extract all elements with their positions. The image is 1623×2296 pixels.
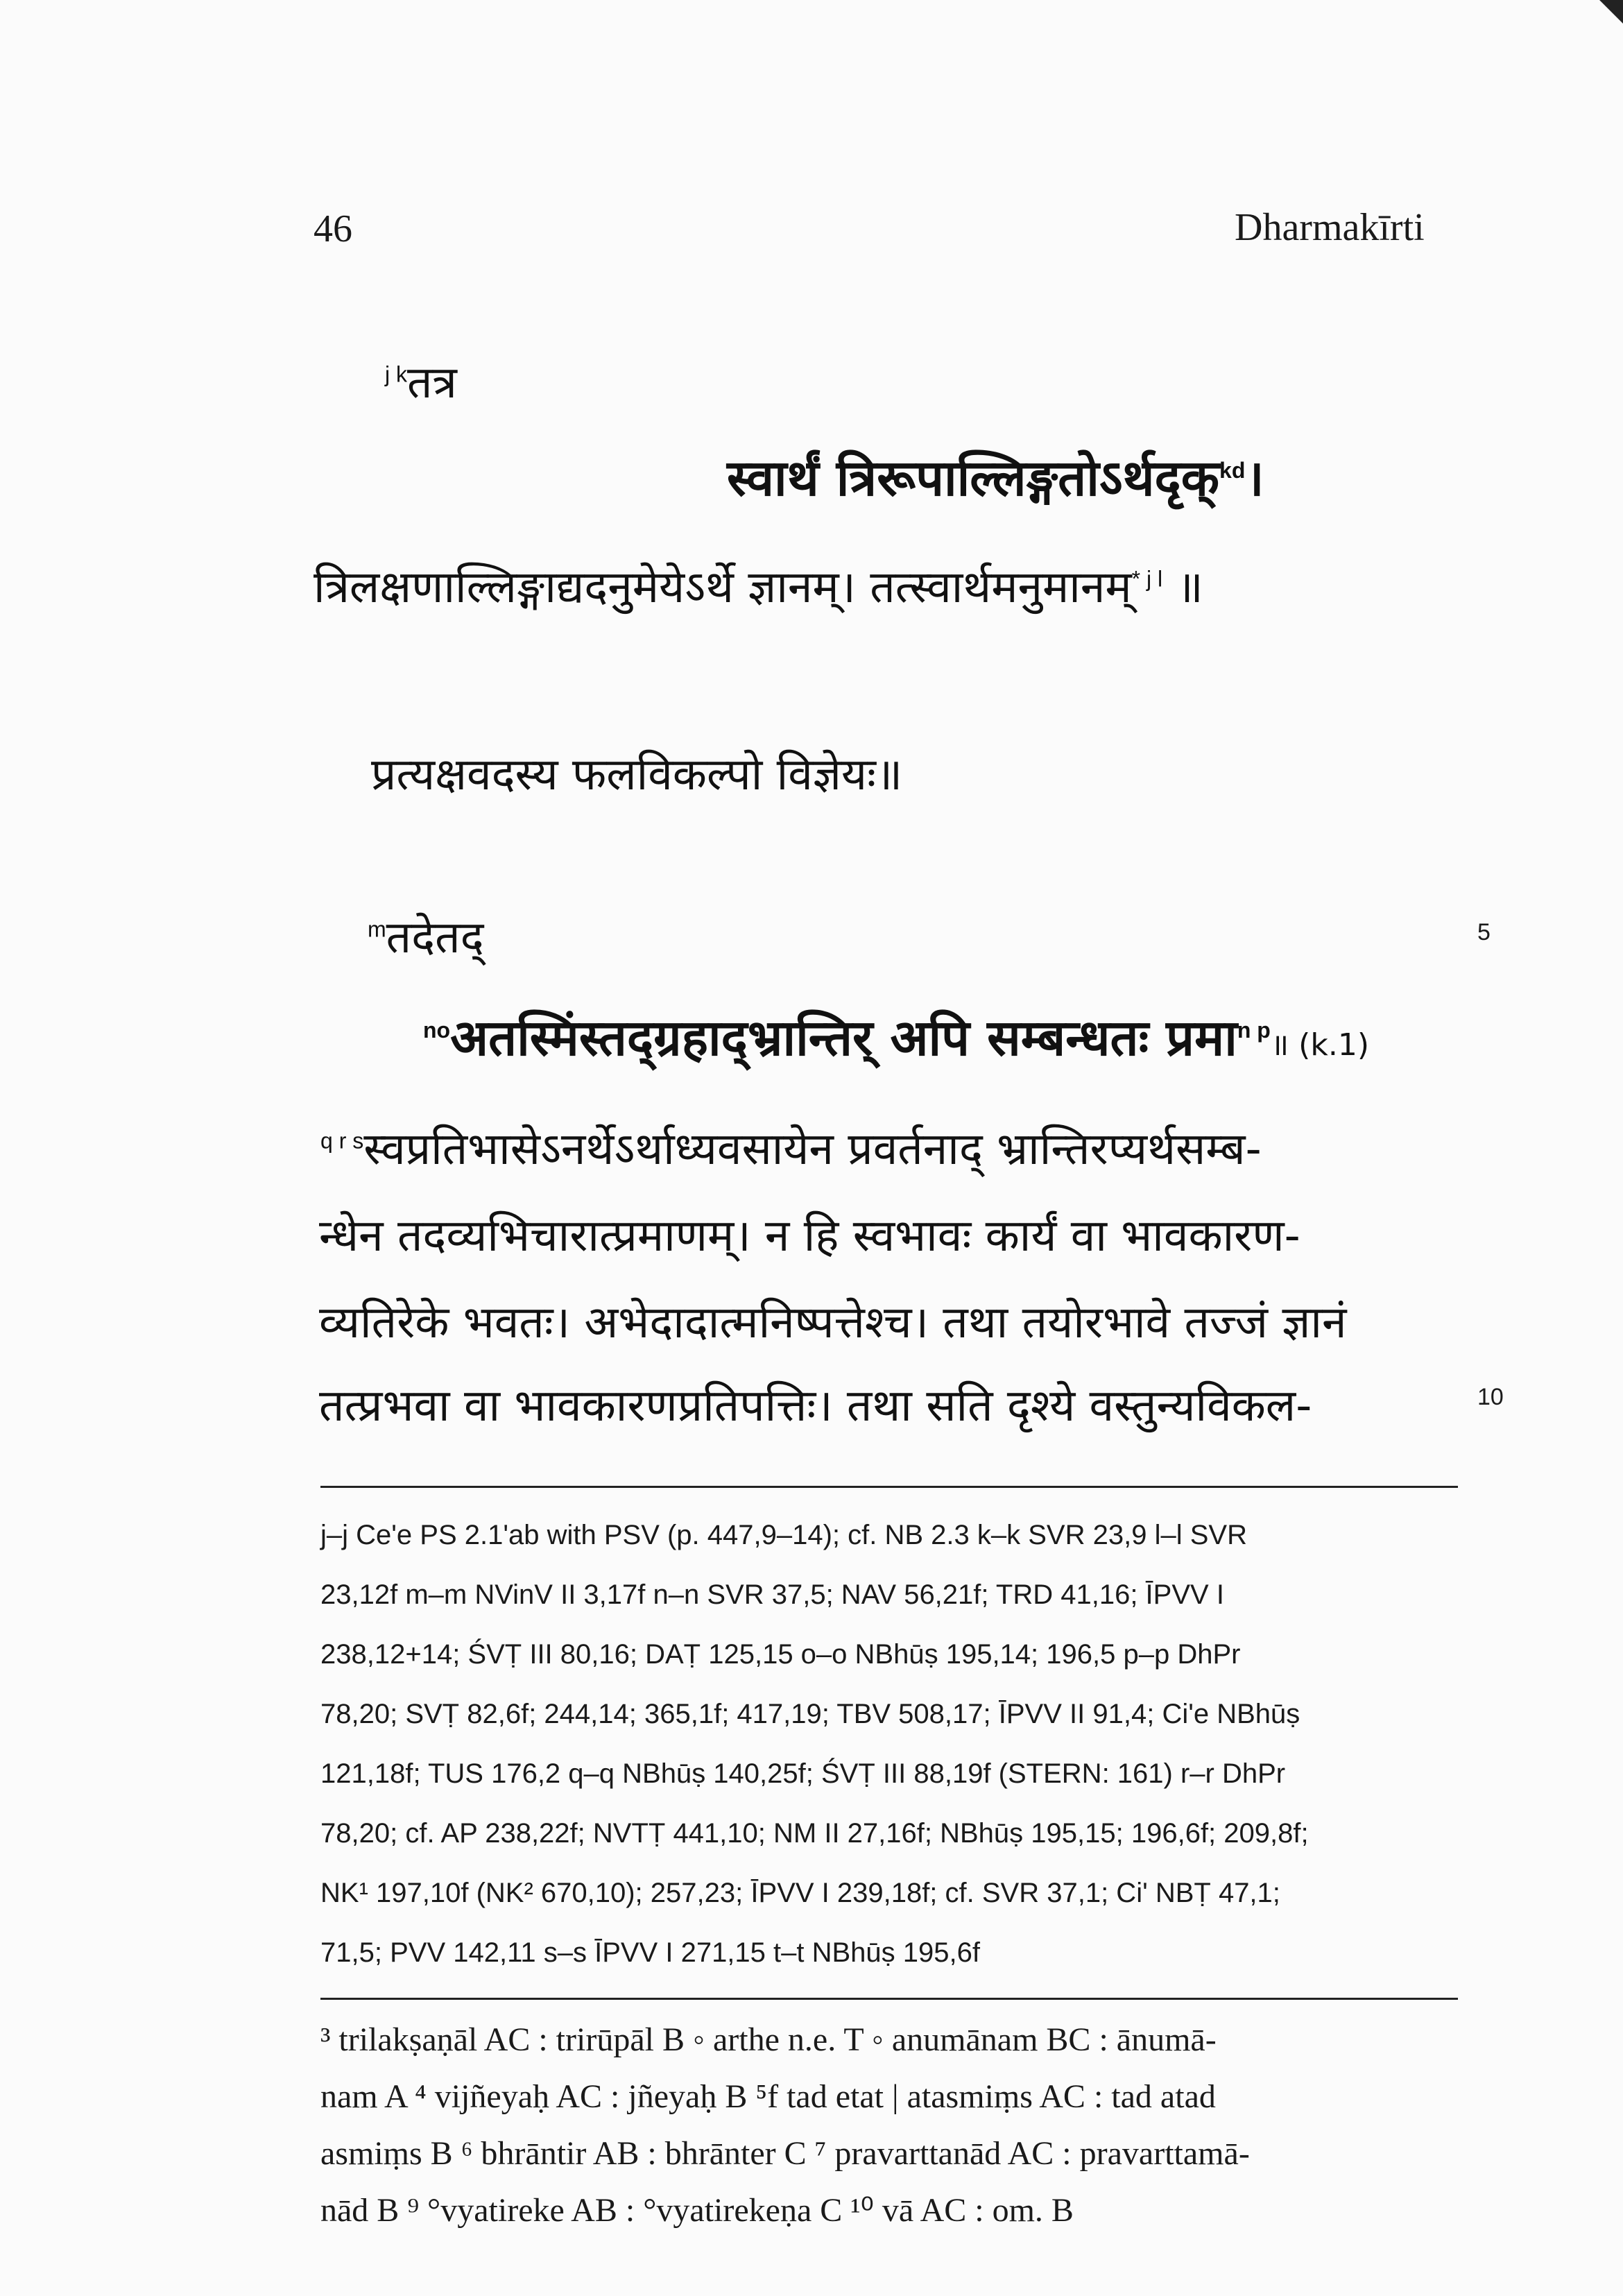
sigla-marker: j k (385, 361, 407, 387)
sanskrit-text: स्वप्रतिभासेऽनर्थेऽर्थाध्यवसायेन प्रवर्तनाद् भ्रान्तिरप्यर्थसम्ब- (363, 1124, 1262, 1175)
footnote-line: 23,12f m–m NVinV II 3,17f n–n SVR 37,5; NAV 56,21f; TRD 41,16; ĪPVV I (320, 1579, 1224, 1610)
sigla-marker: no (423, 1018, 451, 1043)
sanskrit-text: प्रत्यक्षवदस्य फलविकल्पो विज्ञेयः॥ (371, 749, 903, 800)
page-corner-mark (1599, 0, 1623, 24)
sanskrit-text: त्रिलक्षणाल्लिङ्गाद्यदनुमेयेऽर्थे ज्ञानम्। तत्स्वार्थमनुमानम् (314, 562, 1132, 613)
footnote-line: 238,12+14; ŚVṬ III 80,16; DAṬ 125,15 o–o NBhūṣ 195,14; 196,5 p–p DhPr (320, 1639, 1241, 1670)
sanskrit-text: तदेतद् (386, 912, 484, 963)
footnote-line: 78,20; cf. AP 238,22f; NVTṬ 441,10; NM II 27,16f; NBhūṣ 195,15; 196,6f; 209,8f; (320, 1818, 1309, 1849)
commentary-paragraph-line (319, 1203, 1300, 1264)
sigla-marker: kd (1219, 458, 1246, 483)
verse-line (727, 443, 1264, 511)
apparatus-rule (320, 1998, 1458, 2000)
sigla-marker: q r s (320, 1128, 364, 1154)
apparatus-line: nam A ⁴ vijñeyaḥ AC : jñeyaḥ B ⁵f tad etat | atasmiṃs AC : tad atad (320, 2078, 1216, 2115)
sanskrit-text: व्यतिरेके भवतः। अभेदादात्मनिष्पत्तेश्च। तथा तयोरभावे तज्जं ज्ञानं (319, 1297, 1347, 1348)
line-number: 5 (1477, 919, 1491, 945)
footnote-line: NK¹ 197,10f (NK² 670,10); 257,23; ĪPVV I 239,18f; cf. SVR 37,1; Ci' NBṬ 47,1; (320, 1878, 1280, 1908)
commentary-paragraph-line (319, 1290, 1346, 1351)
verse-number: ॥ (k.1) (1270, 1027, 1369, 1063)
commentary-paragraph-line (319, 1373, 1312, 1434)
danda: । (1245, 449, 1264, 507)
sanskrit-text: तत्प्रभवा वा भावकारणप्रतिपत्तिः। तथा सति दृश्ये वस्तुन्यविकल- (319, 1380, 1312, 1432)
sanskrit-text: तत्र (407, 357, 457, 409)
sanskrit-text: न्धेन तदव्यभिचारात्प्रमाणम्। न हि स्वभावः कार्यं वा भावकारण- (319, 1210, 1300, 1262)
footnote-rule (320, 1486, 1458, 1488)
apparatus-line: ³ trilakṣaṇāl AC : trirūpāl B ◦ arthe n.e. T ◦ anumānam BC : ānumā- (320, 2021, 1217, 2058)
footnote-line: 78,20; SVṬ 82,6f; 244,14; 365,1f; 417,19; TBV 508,17; ĪPVV II 91,4; Ci'e NBhūṣ (320, 1699, 1300, 1729)
footnote-line: 121,18f; TUS 176,2 q–q NBhūṣ 140,25f; ŚVṬ III 88,19f (STERN: 161) r–r DhPr (320, 1758, 1286, 1789)
double-danda: ॥ (1176, 562, 1203, 613)
sigla-marker: n p (1237, 1018, 1271, 1043)
verse-line (423, 1002, 1369, 1070)
verse-intro-line (368, 905, 484, 966)
footnote-line: j–j Ce'e PS 2.1'ab with PSV (p. 447,9–14); cf. NB 2.3 k–k SVR 23,9 l–l SVR (320, 1520, 1247, 1550)
line-number: 10 (1477, 1384, 1504, 1410)
running-title: Dharmakīrti (1235, 206, 1425, 249)
commentary-line (314, 555, 1203, 615)
commentary-line (371, 742, 902, 803)
critical-apparatus (320, 2012, 1250, 2239)
commentary-paragraph-line (320, 1117, 1262, 1177)
footnote-line: 71,5; PVV 142,11 s–s ĪPVV I 271,15 t–t NBhūṣ 195,6f (320, 1937, 980, 1968)
sigla-marker: m (368, 916, 386, 942)
sanskrit-verse: स्वार्थं त्रिरूपाल्लिङ्गतोऽर्थदृक् (727, 449, 1220, 507)
apparatus-line: asmiṃs B ⁶ bhrāntir AB : bhrānter C ⁷ pravarttanād AC : pravarttamā- (320, 2135, 1250, 2172)
page-number: 46 (314, 207, 352, 250)
testimonia-block (320, 1505, 1309, 1982)
sigla-marker: * j l (1131, 566, 1163, 592)
sanskrit-verse: अतस्मिंस्तद्ग्रहाद्भ्रान्तिर् अपि सम्बन्धतः प्रमा (450, 1009, 1237, 1067)
verse-intro-line (385, 350, 457, 411)
apparatus-line: nād B ⁹ °vyatireke AB : °vyatirekeṇa C ¹⁰ vā AC : om. B (320, 2192, 1074, 2229)
